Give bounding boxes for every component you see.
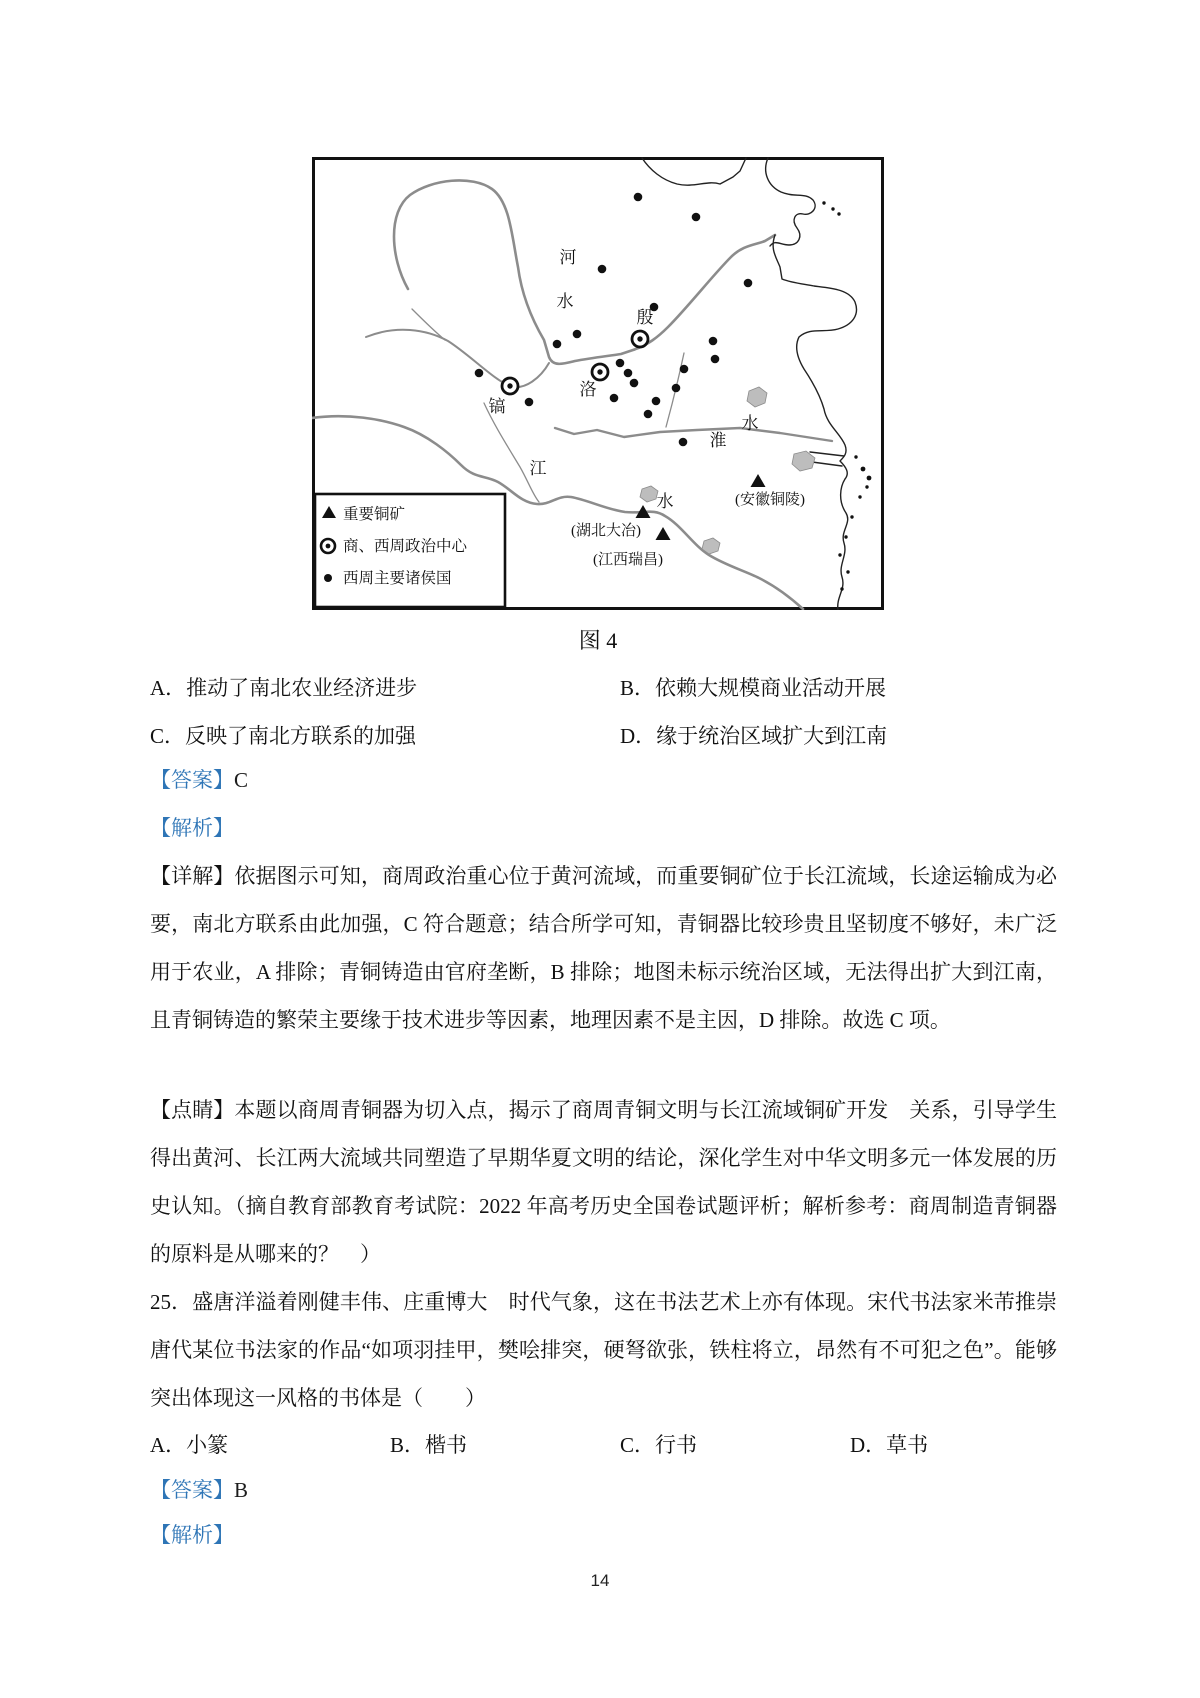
- q24-options-row-2: [150, 720, 1057, 750]
- legend-center-label: 商、西周政治中心: [343, 538, 468, 555]
- q25-answer-value: B: [234, 1478, 249, 1502]
- q25-stem-paragraph: 25．盛唐洋溢着刚健丰伟、庄重博大 时代气象，这在书法艺术上亦有体现。宋代书法家米芾推崇唐代某位书法家的作品“如项羽挂甲，樊哙排突，硬弩欲张，铁柱将立，昂然有不可犯之色”。能够突出体现这一风格的书体是（ ）: [150, 1290, 1057, 1410]
- q25-option-b: B．楷书: [390, 1433, 468, 1457]
- answer-bracket-label: 【答案】: [150, 768, 234, 792]
- tongling-mine-label: (安徽铜陵): [735, 492, 805, 508]
- q24-option-d: D．缘于统治区域扩大到江南: [620, 724, 888, 748]
- q24-options-row-1: [150, 672, 1057, 702]
- q24-answer-line: [150, 764, 248, 794]
- q25-answer-line: [150, 1474, 248, 1504]
- daye-mine-label: (湖北大冶): [571, 523, 641, 539]
- legend-center-icon: [321, 539, 335, 553]
- luo-capital-label: 洛: [579, 380, 597, 399]
- q24-option-b: B．依赖大规模商业活动开展: [620, 676, 887, 700]
- huai-river-label-shui: 水: [741, 414, 759, 433]
- q24-answer-value: C: [234, 768, 249, 792]
- legend-mine-label: 重要铜矿: [343, 506, 406, 523]
- page-number: 14: [590, 1571, 610, 1590]
- answer-bracket-label: 【答案】: [150, 1478, 234, 1502]
- q24-detail-paragraph: 【详解】依据图示可知，商周政治重心位于黄河流域，而重要铜矿位于长江流域，长途运输成为必要，南北方联系由此加强，C 符合题意；结合所学可知，青铜器比较珍贵且坚韧度不够好，未广泛用于农业，A 排除；青铜铸造由官府垄断，B 排除；地图未标示统治区域，无法得出扩大到江南，且青铜铸造的繁荣主要缘于技术进步等因素，地理因素不是主因，D 排除。故选 C 项。: [150, 864, 1057, 1032]
- yangtze-label-jiang: 江: [529, 459, 547, 478]
- figure-caption: 图 4: [578, 628, 618, 653]
- q25-option-a: A．小篆: [150, 1433, 229, 1457]
- huai-river-label: 淮: [709, 431, 727, 450]
- bronze-map-figure: [312, 157, 884, 610]
- q25-option-c: C．行书: [620, 1433, 698, 1457]
- q24-option-c: C．反映了南北方联系的加强: [150, 724, 417, 748]
- yellow-river-label-he: 河: [559, 248, 577, 267]
- hao-capital-label: 镐: [488, 397, 506, 416]
- q25-analysis-label: 【解析】: [150, 1523, 234, 1547]
- map-svg: [312, 157, 884, 610]
- q24-option-a: A．推动了南北农业经济进步: [150, 676, 418, 700]
- q25-options-row: [150, 1429, 1057, 1459]
- yellow-river-label-shui: 水: [556, 292, 574, 311]
- legend-state-label: 西周主要诸侯国: [343, 570, 452, 587]
- q24-analysis-label: 【解析】: [150, 816, 234, 840]
- map-legend: [315, 494, 505, 607]
- ruichang-mine-label: (江西瑞昌): [593, 552, 663, 568]
- yin-capital-label: 殷: [636, 308, 654, 327]
- q25-option-d: D．草书: [850, 1433, 929, 1457]
- q24-tip-paragraph: 【点睛】本题以商周青铜器为切入点，揭示了商周青铜文明与长江流域铜矿开发 关系，引导学生得出黄河、长江两大流域共同塑造了早期华夏文明的结论，深化学生对中华文明多元一体发展的历史认知。（摘自教育部教育考试院：2022 年高考历史全国卷试题评析；解析参考：商周制造青铜器的原料是从哪来的？ ）: [150, 1098, 1057, 1266]
- legend-state-icon: [324, 574, 332, 582]
- yangtze-label-shui: 水: [656, 492, 674, 511]
